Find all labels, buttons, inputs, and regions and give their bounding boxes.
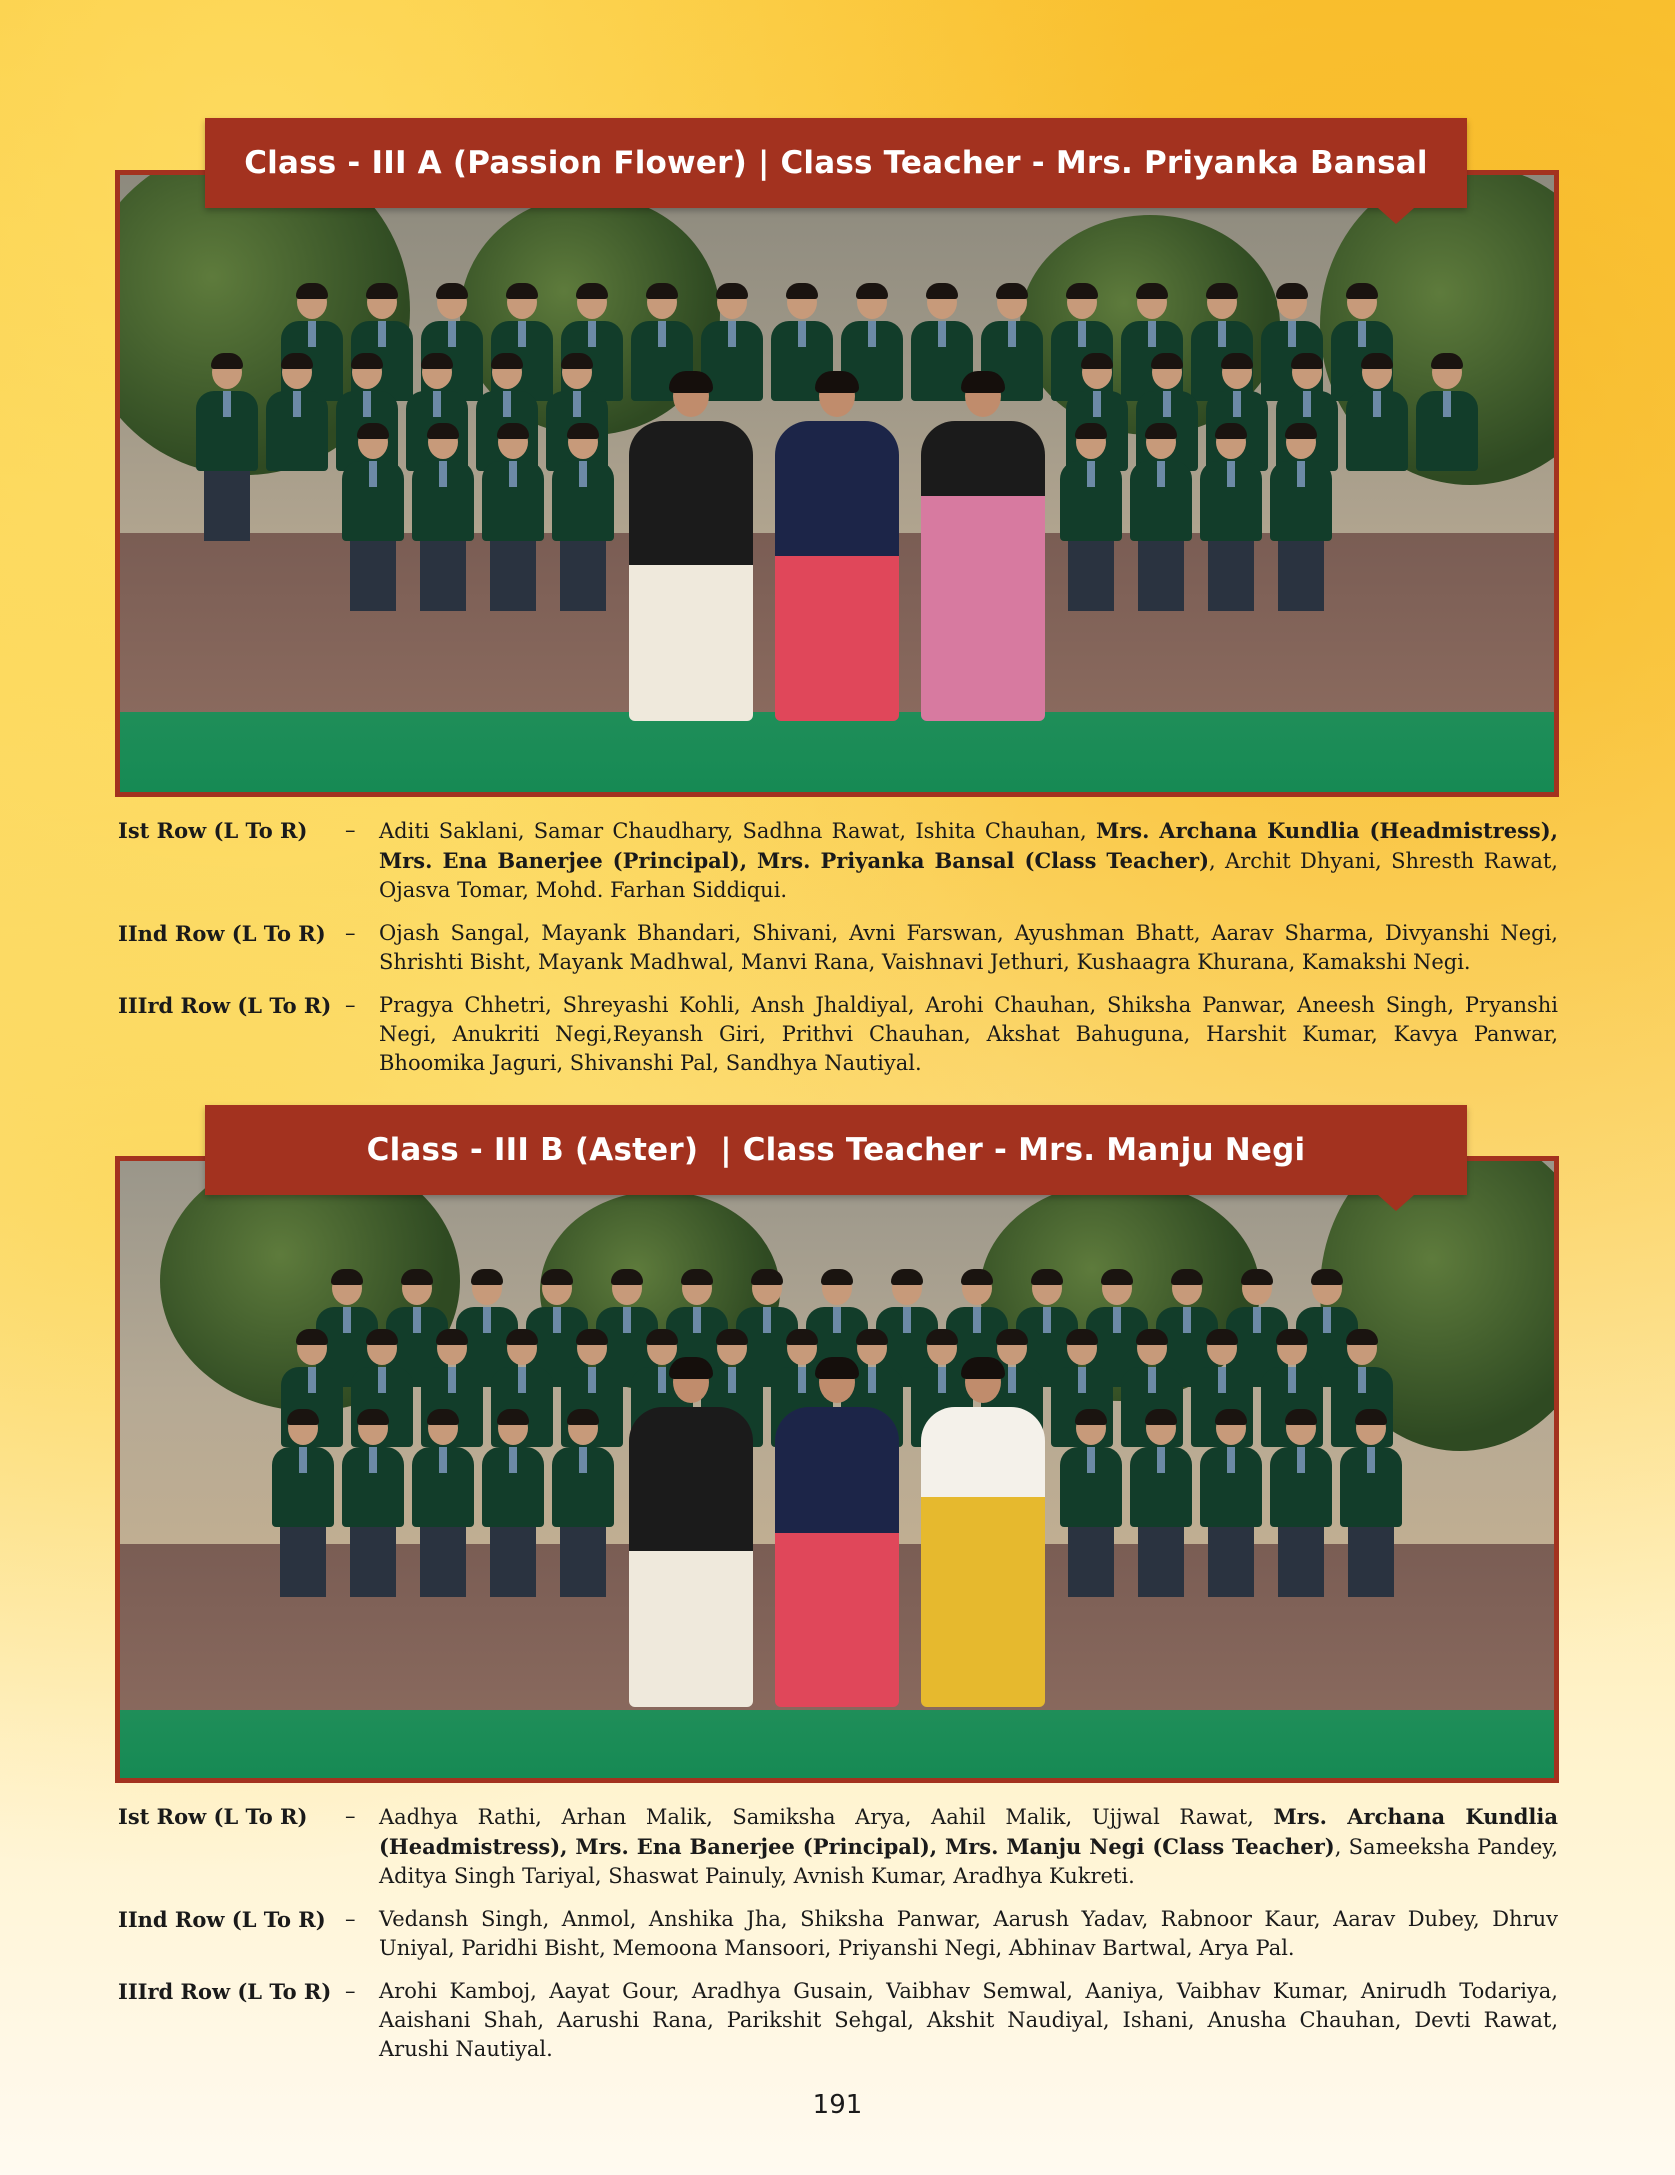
row-dash: – <box>345 921 356 945</box>
class-banner-3a <box>205 118 1467 208</box>
group-photo-3b <box>120 1161 1554 1778</box>
group-photo-3a <box>120 175 1554 792</box>
page-number: 191 <box>812 2090 863 2120</box>
row-names: Arohi Kamboj, Aayat Gour, Aradhya Gusain, Vaibhav Semwal, Aaniya, Vaibhav Kumar, Anirudh Todariya, Aaishani Shah, Aarushi Rana, Parikshit Sehgal, Akshit Naudiyal, Ishani, Anusha Chauhan, Devti Rawat, Arushi Nautiyal. <box>379 1979 1558 2061</box>
class-banner-title: Class - III B (Aster) | Class Teacher - Mrs. Manju Negi <box>366 1132 1306 1168</box>
row-names: Pragya Chhetri, Shreyashi Kohli, Ansh Jhaldiyal, Arohi Chauhan, Shiksha Panwar, Aneesh Singh, Pryanshi Negi, Anukriti Negi,Reyansh Giri, Prithvi Chauhan, Akshat Bahuguna, Harshit Kumar, Kavya Panwar, Bhoomika Jaguri, Shivanshi Pal, Sandhya Nautiyal. <box>379 993 1558 1075</box>
row-label: IIIrd Row (L To R) <box>118 1979 332 2004</box>
name-row-1 <box>118 816 1558 905</box>
name-row-3 <box>118 1977 1558 2064</box>
names-plain: Aditi Saklani, Samar Chaudhary, Sadhna Rawat, Ishita Chauhan, <box>379 819 1096 843</box>
row-dash: – <box>345 1979 356 2003</box>
row-names: Vedansh Singh, Anmol, Anshika Jha, Shiksha Panwar, Aarush Yadav, Rabnoor Kaur, Aarav Dubey, Dhruv Uniyal, Paridhi Bisht, Memoona Mansoori, Priyanshi Negi, Abhinav Bartwal, Arya Pal. <box>379 1907 1558 1960</box>
row-dash: – <box>345 1907 356 1931</box>
banner-tail-3b <box>1378 1195 1414 1211</box>
row-names <box>379 1802 1558 1891</box>
names-staff: Mrs. Archana Kundlia (Headmistress), Mrs. Ena Banerjee (Principal), Mrs. Priyanka Bansal (Class Teacher) <box>379 818 1558 873</box>
names-plain: , Sameeksha Pandey, Aditya Singh Tariyal, Shaswat Painuly, Avnish Kumar, Aradhya Kukreti. <box>379 1835 1558 1888</box>
row-dash: – <box>345 818 356 842</box>
names-staff: Mrs. Archana Kundlia (Headmistress), Mrs. Ena Banerjee (Principal), Mrs. Manju Negi (Class Teacher) <box>379 1804 1558 1859</box>
name-list-3a <box>118 816 1558 1092</box>
name-row-2 <box>118 1905 1558 1963</box>
name-row-1 <box>118 1802 1558 1891</box>
names-plain: , Archit Dhyani, Shresth Rawat, Ojasva Tomar, Mohd. Farhan Siddiqui. <box>379 849 1558 902</box>
row-label: IInd Row (L To R) <box>118 1907 326 1932</box>
banner-tail-3a <box>1378 208 1414 224</box>
row-dash: – <box>345 1804 356 1828</box>
row-label: Ist Row (L To R) <box>118 1804 308 1829</box>
class-banner-3b <box>205 1105 1467 1195</box>
row-label: IInd Row (L To R) <box>118 921 326 946</box>
row-dash: – <box>345 993 356 1017</box>
class-photo-3b <box>115 1156 1559 1783</box>
name-row-2 <box>118 919 1558 977</box>
row-names <box>379 816 1558 905</box>
names-plain: Aadhya Rathi, Arhan Malik, Samiksha Arya, Aahil Malik, Ujjwal Rawat, <box>379 1805 1274 1829</box>
row-names: Ojash Sangal, Mayank Bhandari, Shivani, Avni Farswan, Ayushman Bhatt, Aarav Sharma, Divyanshi Negi, Shrishti Bisht, Mayank Madhwal, Manvi Rana, Vaishnavi Jethuri, Kushaagra Khurana, Kamakshi Negi. <box>379 921 1558 974</box>
row-label: IIIrd Row (L To R) <box>118 993 332 1018</box>
class-banner-title: Class - III A (Passion Flower) | Class Teacher - Mrs. Priyanka Bansal <box>244 145 1428 181</box>
row-label: Ist Row (L To R) <box>118 818 308 843</box>
class-photo-3a <box>115 170 1559 797</box>
name-list-3b <box>118 1802 1558 2078</box>
name-row-3 <box>118 991 1558 1078</box>
